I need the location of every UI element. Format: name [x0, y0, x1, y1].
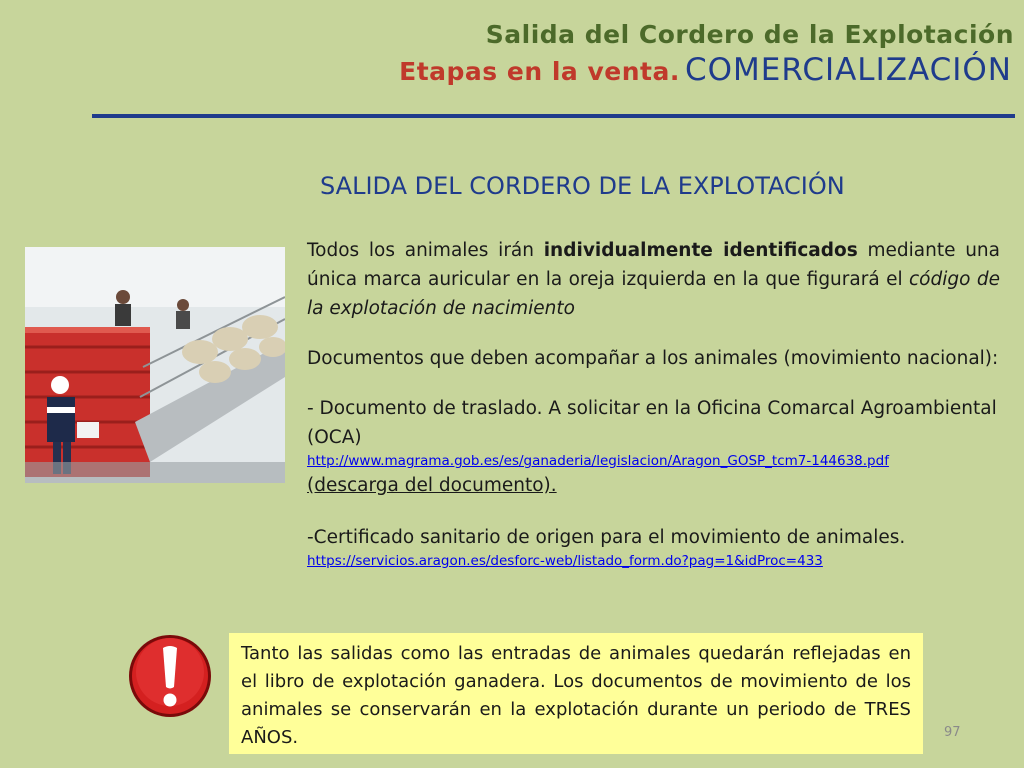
magrama-link[interactable]: http://www.magrama.gob.es/es/ganaderia/legislacion/Aragon_GOSP_tcm7-144638.pdf: [307, 453, 889, 469]
p1-bold-text: individualmente identificados: [543, 240, 858, 261]
subtitle-stage: Etapas en la venta.: [399, 57, 680, 86]
documents-paragraph: Documentos que deben acompañar a los animales (movimiento nacional):: [307, 348, 999, 369]
page-number: 97: [944, 725, 961, 740]
title-divider: [92, 114, 1015, 118]
p1-italic-text: código de la explotación de nacimiento: [307, 269, 1000, 319]
main-content: [307, 236, 1000, 571]
aragon-services-link[interactable]: https://servicios.aragon.es/desforc-web/listado_form.do?pag=1&idProc=433: [307, 553, 823, 569]
transfer-document-item: - Documento de traslado. A solicitar en la Oficina Comarcal Agroambiental (OCA): [307, 398, 997, 448]
retention-notice: Tanto las salidas como las entradas de animales quedarán reflejadas en el libro de explotación ganadera. Los documentos de movimiento de los animales se conservarán en la explotación durante un periodo de TRES AÑOS.: [229, 633, 923, 754]
p1-text-mid: mediante una única marca auricular en la oreja izquierda en la que figurará el: [307, 240, 1000, 290]
p1-text-start: Todos los animales irán: [307, 240, 544, 261]
slide-subtitle: [399, 52, 1012, 88]
sheep-loading-photo: [25, 247, 285, 483]
slide-title: Salida del Cordero de la Explotación: [485, 20, 1014, 49]
section-heading: SALIDA DEL CORDERO DE LA EXPLOTACIÓN: [320, 172, 845, 200]
health-certificate-item: -Certificado sanitario de origen para el movimiento de animales.: [307, 527, 906, 548]
subtitle-topic: COMERCIALIZACIÓN: [684, 52, 1012, 88]
download-link[interactable]: (descarga del documento).: [307, 475, 557, 496]
exclamation-icon: [126, 632, 214, 720]
identification-paragraph: [307, 236, 1000, 323]
